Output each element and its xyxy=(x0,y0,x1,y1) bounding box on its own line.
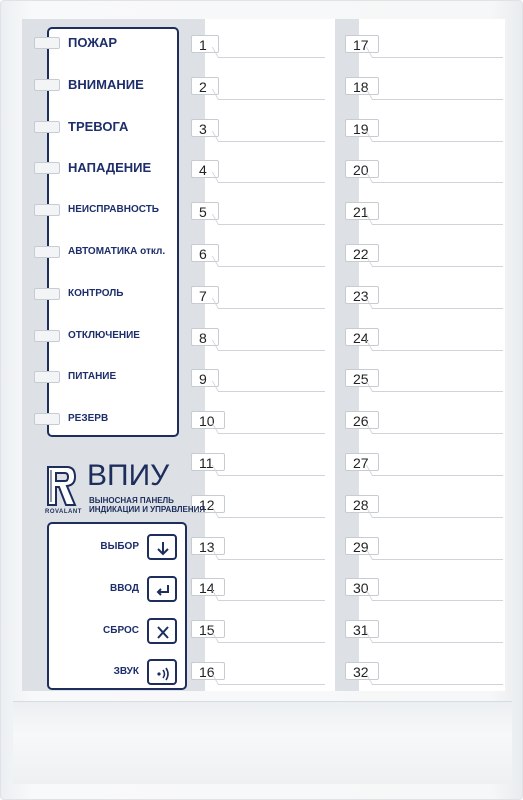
right-zone-label-line xyxy=(381,57,503,58)
control-label: ВВОД xyxy=(110,583,139,594)
left-zone-label-line xyxy=(227,600,325,601)
indicator-led xyxy=(34,37,60,49)
indicator-label: НЕИСПРАВНОСТЬ xyxy=(68,204,159,215)
left-zone-label-line xyxy=(227,182,325,183)
left-zone-label-line xyxy=(227,99,325,100)
left-zone-label-line xyxy=(227,350,325,351)
control-label: ВЫБОР xyxy=(100,541,139,552)
left-zone-label-line xyxy=(227,391,325,392)
device-subtitle: ВЫНОСНАЯ ПАНЕЛЬ ИНДИКАЦИИ И УПРАВЛЕНИЯ xyxy=(89,496,206,514)
indicator-label: ТРЕВОГА xyxy=(68,119,129,134)
right-zone-label-line xyxy=(381,684,503,685)
maker-name: ROVALANT xyxy=(45,509,82,515)
indicator-led xyxy=(34,413,60,425)
control-button[interactable] xyxy=(147,618,177,644)
enter-icon xyxy=(153,581,173,600)
left-zone-label-line xyxy=(227,642,325,643)
control-button[interactable] xyxy=(147,534,177,560)
right-zone-label-line xyxy=(381,475,503,476)
indicator-label: ВНИМАНИЕ xyxy=(68,77,144,92)
left-zone-number: 14 xyxy=(191,578,225,596)
left-zone-number: 16 xyxy=(191,662,225,680)
arrow-down-icon xyxy=(153,539,173,558)
indicator-led xyxy=(34,121,60,133)
right-zone-number: 17 xyxy=(345,35,379,53)
right-zone-label-line xyxy=(381,433,503,434)
zone-column-right xyxy=(359,19,505,691)
left-zone-number: 4 xyxy=(191,160,219,178)
control-label: СБРОС xyxy=(103,625,139,636)
left-zone-number: 6 xyxy=(191,244,219,262)
left-zone-label-line xyxy=(227,308,325,309)
right-zone-label-line xyxy=(381,391,503,392)
right-zone-number: 27 xyxy=(345,453,379,471)
left-zone-number: 10 xyxy=(191,411,225,429)
device-title: ВПИУ xyxy=(87,459,170,492)
right-zone-number: 26 xyxy=(345,411,379,429)
right-zone-label-line xyxy=(381,266,503,267)
left-zone-label-line xyxy=(227,141,325,142)
indicator-label: ПИТАНИЕ xyxy=(68,371,117,382)
right-zone-label-line xyxy=(381,182,503,183)
right-zone-number: 22 xyxy=(345,244,379,262)
indicator-led xyxy=(34,371,60,383)
right-zone-number: 28 xyxy=(345,495,379,513)
bottom-strip xyxy=(13,701,512,784)
left-zone-number: 3 xyxy=(191,119,219,137)
indicator-led xyxy=(34,204,60,216)
right-zone-label-line xyxy=(381,141,503,142)
left-zone-number: 7 xyxy=(191,286,219,304)
indicator-led xyxy=(34,330,60,342)
right-zone-label-line xyxy=(381,559,503,560)
indicator-label: ПОЖАР xyxy=(68,35,118,50)
sound-icon xyxy=(153,664,173,683)
right-zone-number: 18 xyxy=(345,77,379,95)
right-zone-label-line xyxy=(381,517,503,518)
indicator-label: ОТКЛЮЧЕНИЕ xyxy=(68,330,140,341)
control-button[interactable] xyxy=(147,659,177,685)
left-zone-label-line xyxy=(227,517,325,518)
right-zone-number: 21 xyxy=(345,202,379,220)
right-zone-number: 30 xyxy=(345,578,379,596)
left-zone-label-line xyxy=(227,266,325,267)
indicator-label: НАПАДЕНИЕ xyxy=(68,160,152,175)
indicator-led xyxy=(34,246,60,258)
cross-icon xyxy=(153,623,173,642)
right-zone-number: 31 xyxy=(345,620,379,638)
right-zone-label-line xyxy=(381,600,503,601)
indicator-led xyxy=(34,79,60,91)
left-zone-number: 15 xyxy=(191,620,225,638)
right-zone-label-line xyxy=(381,224,503,225)
indicator-label: АВТОМАТИКА откл. xyxy=(68,246,166,257)
right-zone-label-line xyxy=(381,308,503,309)
right-zone-number: 29 xyxy=(345,537,379,555)
left-zone-label-line xyxy=(227,559,325,560)
right-zone-number: 19 xyxy=(345,119,379,137)
rovalant-logo-icon xyxy=(45,465,77,511)
left-zone-label-line xyxy=(227,57,325,58)
left-zone-label-line xyxy=(227,684,325,685)
left-zone-number: 2 xyxy=(191,77,219,95)
right-zone-number: 24 xyxy=(345,328,379,346)
indicator-led xyxy=(34,288,60,300)
right-zone-number: 20 xyxy=(345,160,379,178)
left-zone-label-line xyxy=(227,433,325,434)
left-zone-label-line xyxy=(227,224,325,225)
indicator-led xyxy=(34,162,60,174)
left-zone-number: 13 xyxy=(191,537,225,555)
indicator-label: РЕЗЕРВ xyxy=(68,413,109,424)
control-label: ЗВУК xyxy=(113,666,139,677)
left-zone-number: 5 xyxy=(191,202,219,220)
left-zone-number: 9 xyxy=(191,369,219,387)
right-zone-number: 25 xyxy=(345,369,379,387)
right-zone-label-line xyxy=(381,350,503,351)
left-zone-label-line xyxy=(227,475,325,476)
left-zone-number: 1 xyxy=(191,35,219,53)
right-zone-label-line xyxy=(381,99,503,100)
left-zone-number: 12 xyxy=(191,495,225,513)
left-zone-number: 11 xyxy=(191,453,225,471)
control-button[interactable] xyxy=(147,576,177,602)
indicator-label: КОНТРОЛЬ xyxy=(68,288,124,299)
right-zone-number: 32 xyxy=(345,662,379,680)
right-zone-label-line xyxy=(381,642,503,643)
right-zone-number: 23 xyxy=(345,286,379,304)
left-zone-number: 8 xyxy=(191,328,219,346)
